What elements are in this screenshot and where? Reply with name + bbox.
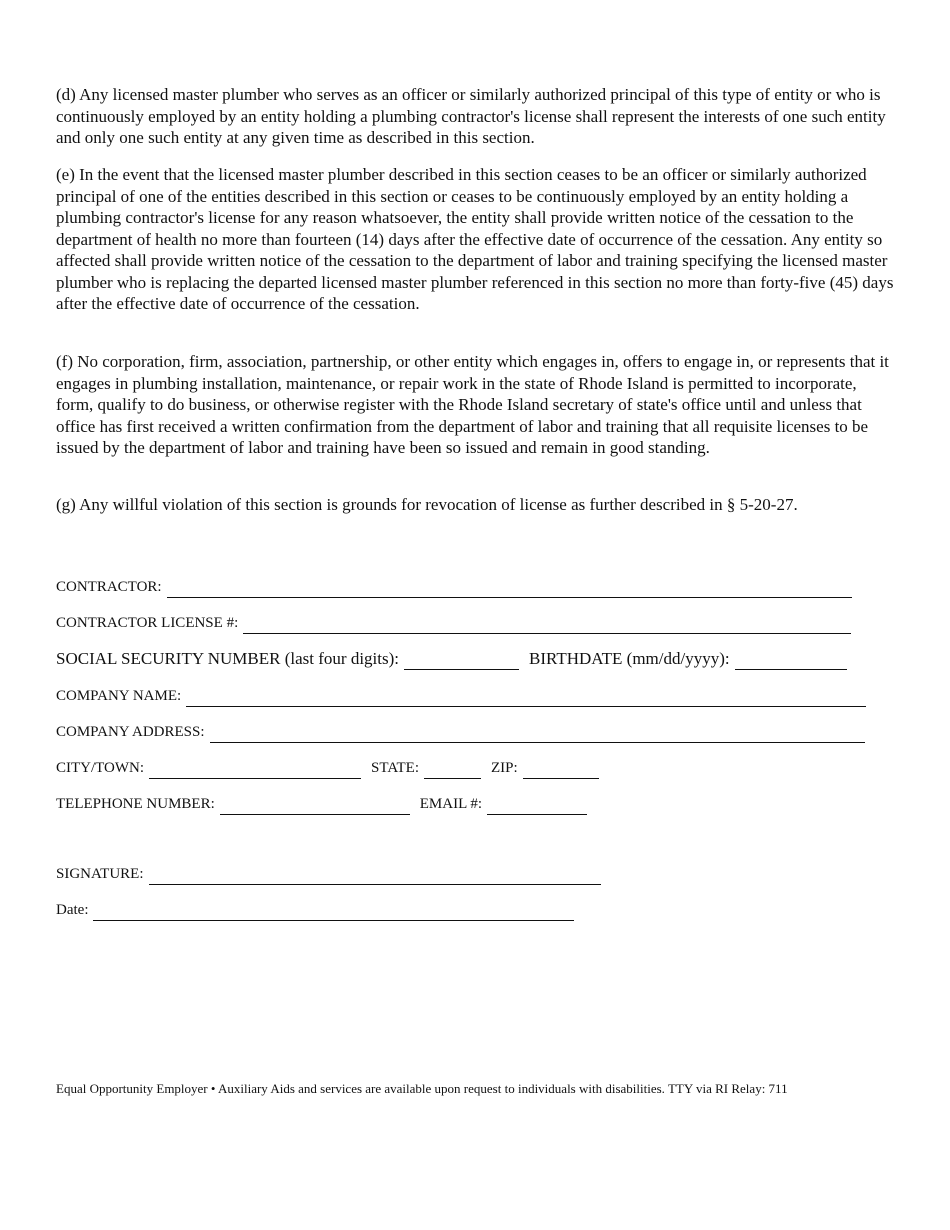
email-label: EMAIL #: (419, 796, 483, 812)
contractor-license-label: CONTRACTOR LICENSE #: (56, 615, 239, 631)
signature-row (56, 863, 896, 885)
telephone-field[interactable] (220, 798, 410, 815)
paragraph-e: (e) In the event that the licensed master plumber described in this section ceases to be an officer or similarly authorized principal of one of the entities described in this section or ceases to be continuously employed by an entity holding a plumbing contractor's license for any reason whatsoever, the entity shall provide written notice of the cessation to the department of health no more than fourteen (14) days after the effective date of occurrence of the cessation. Any entity so affected shall provide written notice of the cessation to the department of labor and training specifying the licensed master plumber who is replacing the departed licensed master plumber referenced in this section no more than forty-five (45) days after the effective date of occurrence of the cessation. (56, 165, 894, 313)
paragraph-d: (d) Any licensed master plumber who serves as an officer or similarly authorized principal of this type of entity or who is continuously employed by an entity holding a plumbing contractor's license shall represent the interests of one such entity and only one such entity at any given time as described in this section. (56, 85, 886, 147)
city-label: CITY/TOWN: (56, 760, 145, 776)
city-state-zip-row (56, 757, 896, 779)
city-field[interactable] (149, 762, 361, 779)
company-address-label: COMPANY ADDRESS: (56, 724, 205, 740)
contractor-field[interactable] (167, 581, 852, 598)
telephone-email-row (56, 793, 896, 815)
state-label: STATE: (371, 760, 420, 776)
company-name-row (56, 685, 896, 707)
telephone-label: TELEPHONE NUMBER: (56, 796, 215, 812)
contractor-label: CONTRACTOR: (56, 579, 162, 595)
date-field[interactable] (93, 904, 574, 921)
footer-note: Equal Opportunity Employer • Auxiliary Aids and services are available upon request to individuals with disabilities. TTY via RI Relay: 711 (56, 1081, 788, 1096)
company-address-field[interactable] (210, 726, 865, 743)
date-row (56, 899, 896, 921)
birthdate-label: BIRTHDATE (mm/dd/yyyy): (529, 649, 730, 668)
contractor-license-field[interactable] (243, 617, 851, 634)
birthdate-field[interactable] (735, 653, 847, 670)
company-address-row (56, 721, 896, 743)
company-name-field[interactable] (186, 690, 866, 707)
zip-field[interactable] (523, 762, 599, 779)
paragraph-g: (g) Any willful violation of this section is grounds for revocation of license as further described in § 5-20-27. (56, 495, 798, 514)
email-field[interactable] (487, 798, 587, 815)
ssn-birthdate-row (56, 648, 896, 670)
state-field[interactable] (424, 762, 481, 779)
zip-label: ZIP: (491, 760, 518, 776)
ssn-field[interactable] (404, 653, 519, 670)
date-label: Date: (56, 902, 89, 918)
contractor-row (56, 576, 896, 598)
signature-label: SIGNATURE: (56, 866, 144, 882)
signature-field[interactable] (149, 868, 601, 885)
contractor-license-row (56, 612, 896, 634)
ssn-label: SOCIAL SECURITY NUMBER (last four digits): (56, 649, 399, 668)
paragraph-f: (f) No corporation, firm, association, partnership, or other entity which engages in, offers to engage in, or represents that it engages in plumbing installation, maintenance, or repair work in the state of Rhode Island is permitted to incorporate, form, qualify to do business, or otherwise register with the Rhode Island secretary of state's office until and unless that office has first received a written confirmation from the department of labor and training that all requisite licenses to be issued by the department of labor and training have been so issued and remain in good standing. (56, 352, 889, 457)
company-name-label: COMPANY NAME: (56, 688, 182, 704)
